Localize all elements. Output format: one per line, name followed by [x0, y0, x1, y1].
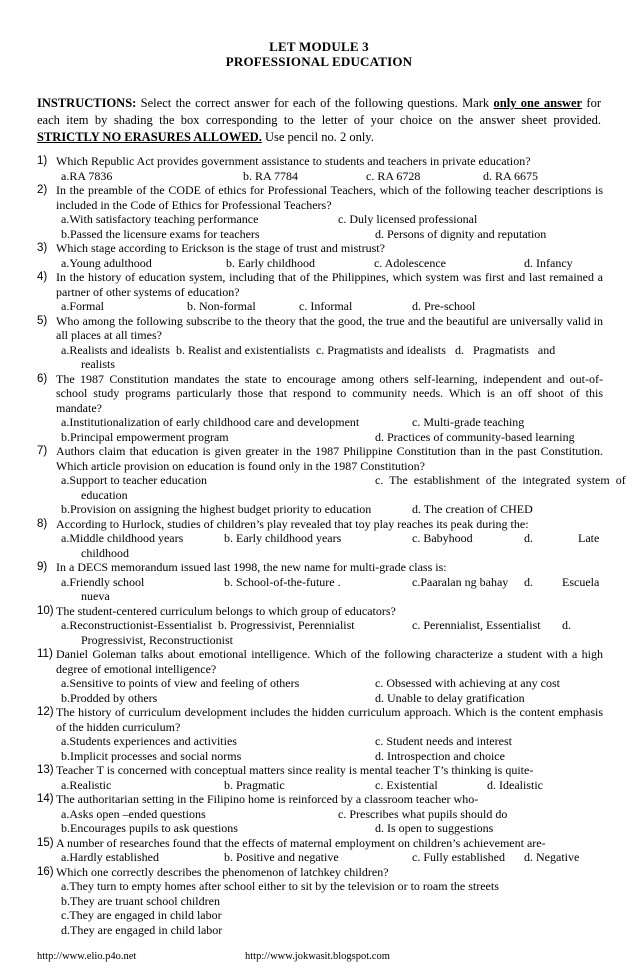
option-d: d. [524, 531, 533, 545]
option-row [56, 894, 603, 909]
instructions-text-3: Use pencil no. 2 only. [261, 130, 374, 144]
option-d: d. Idealistic [487, 777, 543, 792]
question-number: 14) [37, 793, 54, 805]
instructions-text-2: for each item by shading the box corresponding to the letter of your choice on the answer sheet provided. [37, 96, 601, 127]
option-row [56, 923, 603, 938]
option-row [56, 633, 603, 648]
question-text: In the preamble of the CODE of ethics for Professional Teachers, which of the following teacher descriptions is included in the Code of Ethics for Professional Teachers? [56, 183, 603, 212]
option-d: d. Unable to delay gratification [375, 690, 525, 705]
option-d: d.They are engaged in child labor [61, 922, 223, 937]
option-c: c.They are engaged in child labor [61, 908, 222, 922]
question-4 [37, 270, 603, 314]
option-b: b. School-of-the-future . [224, 574, 341, 589]
option-a: a.They turn to empty homes after school either to sit by the television or to roam the streets [61, 879, 499, 893]
option-row [56, 879, 603, 894]
option-a: a.Formal [61, 299, 104, 313]
option-row [56, 227, 603, 242]
question-number: 9) [37, 561, 48, 573]
question-text: In a DECS memorandum issued last 1998, the new name for multi-grade class is: [56, 560, 447, 574]
question-number: 6) [37, 372, 48, 385]
question-text: A number of researches found that the effects of maternal employment on children’s achievement are- [56, 835, 546, 850]
option-a: a.Middle childhood years [61, 531, 184, 545]
question-list [37, 154, 626, 937]
option-c: c. RA 6728 [366, 168, 421, 183]
option-d-text: Escuela [562, 574, 600, 589]
instructions-label: INSTRUCTIONS: [37, 96, 137, 110]
option-a-continued: education [81, 487, 128, 502]
option-d: d. The creation of CHED [412, 502, 533, 516]
option-row [56, 546, 603, 561]
question-text: The student-centered curriculum belongs to which group of educators? [56, 603, 396, 618]
option-c: c. Informal [299, 299, 353, 313]
option-b: b. Early childhood [226, 255, 315, 270]
question-text: Which one correctly describes the phenomenon of latchkey children? [56, 864, 389, 879]
option-b: b.Prodded by others [61, 690, 158, 705]
footer-link-left[interactable]: http://www.elio.p4o.net [37, 951, 137, 962]
option-c: c. Adolescence [374, 255, 446, 270]
question-number: 7) [37, 445, 48, 457]
question-number: 12) [37, 706, 54, 718]
question-14 [37, 792, 603, 836]
question-1 [37, 154, 603, 183]
option-a: a.Young adulthood [61, 255, 152, 270]
option-b: b.Implicit processes and social norms [61, 748, 242, 763]
option-d: d. Practices of community-based learning [375, 429, 575, 444]
option-row [56, 488, 603, 503]
question-number: 5) [37, 314, 48, 327]
instructions-text-1: Select the correct answer for each of the following questions. Mark [136, 96, 494, 110]
question-text: The history of curriculum development includes the hidden curriculum approach. Which is the content emphasis of the hidden curriculum? [56, 705, 603, 734]
option-d: d. Infancy [524, 255, 573, 270]
question-text: In the history of education system, including that of the Philippines, which system was first and last remained a partner of other systems of education? [56, 270, 603, 299]
option-d: d. [562, 618, 571, 632]
question-16 [37, 865, 603, 938]
option-row [56, 299, 603, 314]
option-row [56, 749, 603, 764]
question-number: 11) [37, 648, 53, 660]
option-row [56, 850, 603, 865]
instructions-paragraph [37, 95, 601, 146]
option-a: a.With satisfactory teaching performance [61, 212, 259, 226]
option-row [56, 473, 626, 488]
option-row [56, 357, 603, 372]
question-9 [37, 560, 603, 604]
option-row [56, 618, 603, 633]
option-row [56, 734, 603, 749]
option-row [56, 691, 603, 706]
question-11 [37, 647, 603, 705]
question-text: Teacher T is concerned with conceptual matters since reality is mental teacher T’s thinking is quite- [56, 763, 534, 777]
option-b: b. Pragmatic [224, 777, 285, 792]
option-a: a.RA 7836 [61, 168, 113, 183]
option-a: a.Friendly school [61, 574, 145, 589]
question-15 [37, 836, 603, 865]
option-b: b.Provision on assigning the highest budget priority to education [61, 502, 372, 516]
option-row [56, 169, 603, 184]
option-a: a.Sensitive to points of view and feeling of others [61, 676, 300, 690]
option-b: b.Passed the licensure exams for teachers [61, 226, 260, 241]
option-row [56, 343, 603, 358]
question-number: 10) [37, 604, 54, 617]
option-row [56, 212, 603, 227]
option-b: b.Principal empowerment program [61, 429, 229, 444]
option-d: d. Negative [524, 850, 580, 864]
option-a: a.Students experiences and activities [61, 734, 237, 748]
question-5 [37, 314, 603, 372]
option-b: b. RA 7784 [243, 168, 299, 183]
option-row [56, 575, 603, 590]
option-c: c. Existential [375, 777, 438, 792]
option-d: d. [524, 574, 533, 589]
option-row [56, 256, 603, 271]
option-c: c. Student needs and interest [375, 734, 512, 748]
option-d: d. Is open to suggestions [375, 821, 494, 835]
option-a: a.Institutionalization of early childhood care and development [61, 415, 360, 429]
question-number: 16) [37, 865, 54, 878]
option-d-text: Late [578, 531, 600, 545]
question-number: 8) [37, 517, 48, 530]
question-text: Which Republic Act provides government assistance to students and teachers in private education? [56, 154, 531, 168]
question-10 [37, 604, 603, 648]
option-a-b: a.Reconstructionist-Essentialist b. Progressivist, Perennialist [61, 618, 355, 632]
footer-link-right[interactable]: http://www.jokwasit.blogspot.com [245, 951, 390, 962]
question-6 [37, 372, 603, 445]
option-row [56, 415, 603, 430]
module-title: LET MODULE 3 [269, 39, 369, 54]
option-a: a.Asks open –ended questions [61, 806, 206, 821]
option-d: d. Persons of dignity and reputation [375, 226, 547, 241]
question-number: 2) [37, 184, 48, 196]
option-d-continued: childhood [81, 545, 129, 560]
option-b: b. Early childhood years [224, 531, 342, 545]
option-a: a.Hardly established [61, 850, 159, 864]
option-row [56, 908, 603, 923]
option-row [56, 676, 603, 691]
question-number: 4) [37, 271, 48, 283]
instructions-emphasis-1: only one answer [493, 96, 583, 110]
question-text: Who among the following subscribe to the theory that the good, the true and the beautiful are universally valid in all places at all times? [56, 313, 603, 342]
question-text: The 1987 Constitution mandates the state to encourage among others self-learning, independent and out-of-school study programs particularly those that respond to community needs. Which is an off shoot of this mandate? [56, 371, 603, 415]
option-d: d. RA 6675 [483, 168, 539, 183]
option-d-continued: nueva [81, 589, 110, 603]
option-b: b.They are truant school children [61, 893, 220, 908]
question-13 [37, 763, 603, 792]
question-number: 1) [37, 155, 48, 167]
option-c: c. Duly licensed professional [338, 212, 478, 226]
option-b: b.Encourages pupils to ask questions [61, 821, 238, 835]
question-7 [37, 444, 626, 517]
option-d-continued: realists [81, 357, 115, 371]
option-d-continued: Progressivist, Reconstructionist [81, 632, 233, 647]
module-subtitle: PROFESSIONAL EDUCATION [225, 54, 413, 69]
option-b: b. Positive and negative [224, 850, 339, 864]
option-row [56, 430, 603, 445]
question-number: 13) [37, 764, 54, 776]
option-d: d. Introspection and choice [375, 748, 505, 763]
question-8 [37, 517, 603, 561]
option-c: c.Paaralan ng bahay [412, 574, 509, 589]
option-b: b. Non-formal [187, 299, 256, 313]
option-c: c. Obsessed with achieving at any cost [375, 676, 560, 690]
option-row [56, 821, 603, 836]
option-c: c. Perennialist, Essentialist [412, 618, 541, 632]
option-a-to-d: a.Realists and idealists b. Realist and existentialists c. Pragmatists and idealists d. Pragmatists and [61, 342, 556, 357]
option-c: c. Prescribes what pupils should do [338, 806, 508, 821]
option-c: c. Multi-grade teaching [412, 415, 525, 429]
option-row [56, 531, 603, 546]
question-text: The authoritarian setting in the Filipino home is reinforced by a classroom teacher who- [56, 792, 479, 806]
question-text: According to Hurlock, studies of children’s play revealed that toy play reaches its peak during the: [56, 516, 529, 531]
question-text: Daniel Goleman talks about emotional intelligence. Which of the following characterize a student with a high degree of emotional intelligence? [56, 647, 603, 676]
question-12 [37, 705, 603, 763]
question-number: 15) [37, 836, 54, 849]
option-row [56, 589, 603, 604]
option-row [56, 807, 603, 822]
question-text: Authors claim that education is given greater in the 1987 Philippine Constitution than in the past Constitution. Which article provision on education is found only in the 1987 Constitution? [56, 444, 603, 473]
option-c: c. Babyhood [412, 531, 473, 545]
option-a: a.Support to teacher education [61, 473, 207, 487]
question-text: Which stage according to Erickson is the stage of trust and mistrust? [56, 241, 385, 255]
option-d: d. Pre-school [412, 299, 476, 313]
question-3 [37, 241, 603, 270]
option-c: c. Fully established [412, 850, 505, 864]
option-row [56, 502, 603, 517]
question-number: 3) [37, 242, 48, 254]
option-a: a.Realistic [61, 777, 112, 792]
question-2 [37, 183, 603, 241]
option-c: c. The establishment of the integrated system of [375, 473, 626, 487]
instructions-emphasis-2: STRICTLY NO ERASURES ALLOWED. [37, 130, 262, 144]
option-row [56, 778, 603, 793]
